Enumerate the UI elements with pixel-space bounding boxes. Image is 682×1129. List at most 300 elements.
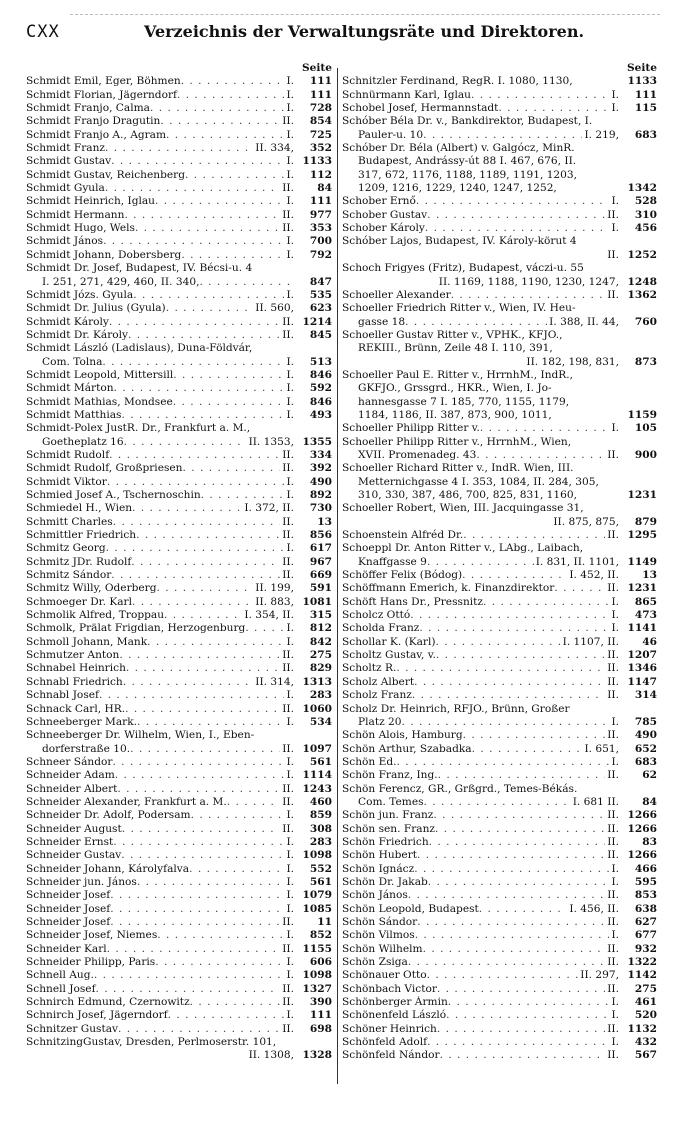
entry-reference: II. [282,649,294,662]
entry-reference: I. [611,1009,619,1022]
entry-name: Schnack Carl, HR. [26,702,126,715]
index-entry [342,756,657,769]
entry-name: Schoeller Gustav Ritter v., VPHK., KFJO., [342,328,563,341]
dot-leader [128,329,280,342]
entry-reference: II. [282,916,294,928]
entry-page: 84 [642,795,657,808]
entry-name: Schneider Albert [26,782,118,795]
entry-name: XVII. Promenadeg. 43 [358,448,477,461]
page-header [26,22,666,46]
dot-leader [109,316,280,329]
index-entry [26,569,332,582]
dot-leader [437,983,605,996]
entry-page: 725 [309,128,332,141]
entry-reference: II. [607,689,619,702]
dot-leader [424,796,571,809]
entry-reference: I. [286,75,294,88]
index-entry [342,582,657,595]
index-entry [26,209,332,222]
dot-leader [137,716,284,729]
entry-reference: II. [282,782,294,795]
index-entry [26,356,332,369]
entry-reference: II. [607,916,619,928]
entry-page: 111 [309,75,332,88]
entry-name: Schmidt Dr. Julius (Gyula) [26,302,166,315]
entry-name: Pauler-u. 10 [358,128,424,141]
dot-leader [164,609,242,622]
entry-page: 461 [634,996,657,1009]
entry-name: Schóber Lajos, Budapest, IV. Károly-körut 4 [342,235,577,248]
entry-page: 1159 [627,408,657,421]
entry-reference: I. [611,195,619,208]
dot-leader [183,462,281,475]
index-entry [26,115,332,128]
entry-reference: II. 297, [580,969,619,982]
dot-leader [112,756,284,769]
entry-page: 105 [634,422,657,435]
entry-reference: II. [607,889,619,902]
entry-page: 46 [642,635,657,648]
entry-reference: I. [286,355,294,368]
dot-leader [436,649,605,662]
dot-leader [137,876,285,889]
entry-name: Schön sen. Franz [342,822,435,835]
index-entry [342,489,657,502]
dot-leader [166,129,284,142]
entry-page: 490 [634,729,657,742]
right-column [342,62,657,1063]
entry-reference: I. [611,595,619,608]
entry-name: Schmidt Józs. Gyula [26,288,134,301]
dot-leader [448,996,610,1009]
entry-name: Schmiedel H., Wien [26,502,133,515]
entry-page: 900 [634,448,657,461]
entry-name: II. 1308, [248,1049,294,1062]
index-entry [342,195,657,208]
entry-name: Schmoeger Dr. Karl [26,595,132,608]
index-entry [342,796,657,809]
index-entry [342,863,657,876]
entry-reference: I. [286,875,294,888]
index-entry [342,1036,657,1049]
entry-name: Schmolk, Prälat Frigdian, Herzogenburg [26,622,246,635]
entry-name: Schneider Josef [26,889,111,902]
index-entry [342,729,657,742]
dot-leader [173,396,285,409]
index-entry [342,662,657,675]
index-entry [26,182,332,195]
entry-reference: I. [286,155,294,168]
index-entry [26,409,332,422]
dot-leader [190,996,281,1009]
entry-reference: I. [286,102,294,115]
page-number: CXX [26,22,60,42]
entry-reference: I. 354, II. [244,609,294,622]
entry-name: Schön Hubert [342,849,418,862]
dot-leader [446,1009,609,1022]
dot-leader [471,89,609,102]
entry-name: Schmidt Hugo, Wels [26,222,135,235]
index-entry [342,142,657,155]
entry-reference: I. [286,902,294,915]
dot-leader [437,1023,605,1036]
index-entry [26,983,332,996]
dot-leader [463,529,605,542]
entry-page: 111 [634,88,657,101]
dot-leader [181,75,285,88]
entry-reference: I. [611,222,619,235]
entry-name: Schneider jun. János [26,875,137,888]
entry-page: 728 [309,102,332,115]
entry-page: 977 [309,208,332,221]
index-entry [26,342,332,355]
index-entry [26,849,332,862]
entry-name: Schmidt Károly [26,315,109,328]
index-entry [342,529,657,542]
entry-reference: II. [282,555,294,568]
entry-name: Schober Ernő [342,195,416,208]
entry-name: Schönenfeld László [342,1009,447,1022]
dot-leader [132,596,253,609]
entry-page: 308 [309,822,332,835]
index-entry [26,903,332,916]
index-entry [342,289,657,302]
dot-leader [130,743,280,756]
index-entry [342,689,657,702]
entry-page: 561 [309,875,332,888]
index-entry [26,582,332,595]
index-entry [26,863,332,876]
entry-name: Schmittler Friedrich [26,529,137,542]
entry-reference: II. [607,288,619,301]
entry-name: Schön Dr. Jakab [342,875,428,888]
dot-leader [405,316,547,329]
dot-leader [479,903,568,916]
entry-page: 1214 [302,315,332,328]
index-entry [26,276,332,289]
index-entry [26,956,332,969]
dot-leader [136,529,280,542]
entry-name: Schneider Johann, Károlyfalva [26,862,190,875]
entry-page: 520 [634,1009,657,1022]
entry-reference: I. 388, II. 44, [549,315,619,328]
entry-page: 677 [634,929,657,942]
entry-page: 1132 [627,1022,657,1035]
entry-page: 490 [309,475,332,488]
entry-page: 473 [634,609,657,622]
entry-name: Schneider Karl [26,942,107,955]
entry-name: Schobel Josef, Hermannstadt [342,102,499,115]
entry-name: Schoeller Philipp Ritter v., HrrnhM., Wien, [342,435,572,448]
dot-leader [408,956,605,969]
entry-reference: I. [286,395,294,408]
entry-page: 111 [309,88,332,101]
entry-reference: I. [286,542,294,555]
entry-name: Schmidt Gustav [26,155,112,168]
entry-reference: II. [282,996,294,1009]
dot-leader [417,849,605,862]
dot-leader [135,222,280,235]
entry-page: 812 [309,622,332,635]
entry-name: Goetheplatz 16 [42,435,124,448]
entry-name: Scholtz R. [342,662,397,675]
dot-leader [427,969,579,982]
index-entry [342,716,657,729]
entry-name: Schollar K. (Karl) [342,635,436,648]
entry-reference: II. [607,835,619,848]
entry-reference: I. [286,969,294,982]
entry-reference: II. 560, [255,302,294,315]
index-entry [342,316,657,329]
entry-page: 847 [309,275,332,288]
entry-page: 730 [309,502,332,515]
index-entry [342,542,657,555]
dot-leader [110,916,280,929]
index-entry [342,836,657,849]
entry-page: 1231 [627,582,657,595]
entry-page: 623 [309,302,332,315]
dot-leader [451,289,606,302]
entry-page: 852 [309,929,332,942]
entry-page: 683 [634,128,657,141]
index-entry [342,209,657,222]
dot-leader [122,409,285,422]
entry-name: 1184, 1186, II. 387, 873, 900, 1011, [358,408,552,421]
index-entry [342,329,657,342]
entry-name: Schober Gustav [342,208,428,221]
index-entry [26,422,332,435]
entry-page: 283 [309,689,332,702]
dot-leader [132,502,242,515]
entry-name: Schneeberger Mark. [26,715,137,728]
dot-leader [419,622,609,635]
entry-name: Scholz Dr. Heinrich, RFJO., Brünn, Großer [342,702,570,715]
dot-leader [476,449,605,462]
entry-reference: II. [282,742,294,755]
entry-page: 535 [309,288,332,301]
dot-leader [99,689,284,702]
index-entry [342,462,657,475]
entry-name: Schmitz Georg [26,542,106,555]
entry-page: 873 [634,355,657,368]
entry-name: Schön Ferencz, GR., Grßgrd., Temes-Békás. [342,782,578,795]
entry-name: I. 251, 271, 429, 460, II. 340, [42,275,200,288]
entry-name: Schmidt Mathias, Mondsee [26,395,173,408]
entry-name: Schmutzer Anton [26,649,120,662]
dot-leader [160,115,280,128]
entry-name: Schmitt Charles [26,515,113,528]
entry-page: 466 [634,862,657,875]
entry-page: 275 [634,982,657,995]
index-entry [26,75,332,88]
dot-leader [109,449,280,462]
entry-page: 1081 [302,595,332,608]
index-entry [342,436,657,449]
entry-page: 1266 [627,809,657,822]
entry-name: Schneeberger Dr. Wilhelm, Wien, I., Eben- [26,729,255,742]
entry-page: 1155 [302,942,332,955]
entry-name: Schneider Gustav [26,849,122,862]
entry-reference: II. [282,208,294,221]
entry-name: 317, 672, 1176, 1188, 1189, 1191, 1203, [358,168,578,181]
index-entry [342,75,657,88]
dot-leader [435,823,605,836]
entry-name: Schmidt Leopold, Mittersill [26,368,174,381]
entry-reference: II. [282,569,294,582]
entry-reference: II. [607,769,619,782]
entry-name: Schmidt Gustav, Reichenberg [26,168,185,181]
dot-leader [110,903,284,916]
dot-leader [102,356,284,369]
entry-name: Schöffer Felix (Bódog) [342,569,463,582]
entry-name: Schmolik Alfred, Troppau [26,609,165,622]
right-column-header: Seite [626,62,657,74]
dot-leader [415,929,610,942]
entry-page: 456 [634,222,657,235]
entry-reference: I. [286,849,294,862]
entry-name: Schöft Hans Dr., Pressnitz [342,595,483,608]
entry-name: Schoeller Robert, Wien, III. Jacquingasse 31, [342,502,584,515]
index-entry [342,622,657,635]
index-entry [26,476,332,489]
entry-page: 1295 [627,529,657,542]
entry-name: Schönbach Victor [342,982,437,995]
index-entry [342,502,657,515]
index-entry [26,529,332,542]
index-entry [26,636,332,649]
index-entry [342,449,657,462]
index-entry [26,729,332,742]
index-entry [342,929,657,942]
entry-name: Schmidt Márton [26,382,114,395]
entry-page: 493 [309,408,332,421]
entry-reference: I. 456, II. [569,902,619,915]
entry-reference: I. [286,248,294,261]
dot-leader [105,182,280,195]
index-entry [26,542,332,555]
entry-reference: I. [286,382,294,395]
entry-name: Schnabl Josef [26,689,99,702]
entry-name: Schön Wilhelm [342,942,423,955]
top-rule [70,14,660,15]
entry-reference: II. [607,809,619,822]
entry-name: Schmidt-Polex JustR. Dr., Frankfurt a. M., [26,422,251,435]
entry-name: II. [607,248,619,261]
dot-leader [414,863,609,876]
entry-name: Knaffgasse 9 [358,555,427,568]
dot-leader [199,276,292,289]
entry-reference: II. [282,182,294,195]
dot-leader [428,876,610,889]
entry-reference: II. [282,1022,294,1035]
dot-leader [126,662,280,675]
entry-reference: II. [282,662,294,675]
entry-page: 606 [309,956,332,969]
index-entry [26,676,332,689]
index-entry [26,716,332,729]
index-entry [342,556,657,569]
entry-page: 700 [309,235,332,248]
entry-page: 859 [309,809,332,822]
entry-name: REKIII., Brünn, Zeile 48 I. 110, 391, [358,342,553,355]
index-entry [342,676,657,689]
index-entry [26,769,332,782]
entry-name: Schmidt Rudolf [26,448,110,461]
entry-page: 932 [634,942,657,955]
index-entry [26,649,332,662]
dot-leader [155,956,284,969]
index-entry [26,396,332,409]
entry-page: 112 [309,168,332,181]
dot-leader [147,636,284,649]
entry-page: 1133 [302,155,332,168]
entry-name: Schmidt László (Ladislaus), Duna-Földvár, [26,342,253,355]
index-entry [26,969,332,982]
dot-leader [417,916,605,929]
entry-reference: II. [607,1049,619,1062]
dot-leader [554,582,605,595]
entry-page: 1098 [302,849,332,862]
entry-name: Schön Franz, Ing. [342,769,438,782]
index-entry [26,929,332,942]
entry-page: 1252 [627,248,657,261]
entry-reference: II. 883, [255,595,294,608]
entry-reference: I. [286,929,294,942]
entry-page: 1342 [627,182,657,195]
entry-name: Schmidt Rudolf, Großpriesen [26,462,183,475]
entry-reference: I. [611,609,619,622]
entry-page: 1060 [302,702,332,715]
entry-name: II. 182, 198, 831, [526,355,619,368]
index-entry [26,169,332,182]
dot-leader [227,796,280,809]
page-title: Verzeichnis der Verwaltungsräte und Direktoren. [144,22,585,41]
dot-leader [157,929,284,942]
dot-leader [433,809,605,822]
index-entry [342,1049,657,1062]
entry-page: 13 [317,515,332,528]
index-entry [26,689,332,702]
entry-page: 1085 [302,902,332,915]
entry-name: Schönauer Otto [342,969,427,982]
entry-reference: II. [607,582,619,595]
index-entry [342,115,657,128]
entry-name: Schnabel Heinrich [26,662,126,675]
entry-name: Schöffmann Emerich, k. Finanzdirektor [342,582,555,595]
entry-page: 11 [317,916,332,928]
entry-name: Scholtz Gustav, v. [342,649,436,662]
entry-name: 310, 330, 387, 486, 700, 825, 831, 1160, [358,489,578,501]
entry-name: Schön Ed. [342,755,397,768]
index-entry [342,342,657,355]
index-entry [26,756,332,769]
index-entry [342,943,657,956]
index-entry [342,983,657,996]
entry-name: Schoch Frigyes (Fritz), Budapest, váczi-u. 55 [342,262,584,275]
entry-name: Schmidt Matthias [26,408,122,421]
dot-leader [106,542,285,555]
dot-leader [113,516,281,529]
dot-leader [480,422,610,435]
entry-name: Schönberger Ármin [342,996,448,1009]
dot-leader [410,609,609,622]
entry-reference: I. 681 II. [572,795,619,808]
index-entry [26,102,332,115]
entry-name: Schön János [342,889,408,902]
entry-name: Schmitz Willy, Oderberg [26,582,157,595]
entry-page: 534 [309,715,332,728]
entry-page: 315 [309,609,332,622]
